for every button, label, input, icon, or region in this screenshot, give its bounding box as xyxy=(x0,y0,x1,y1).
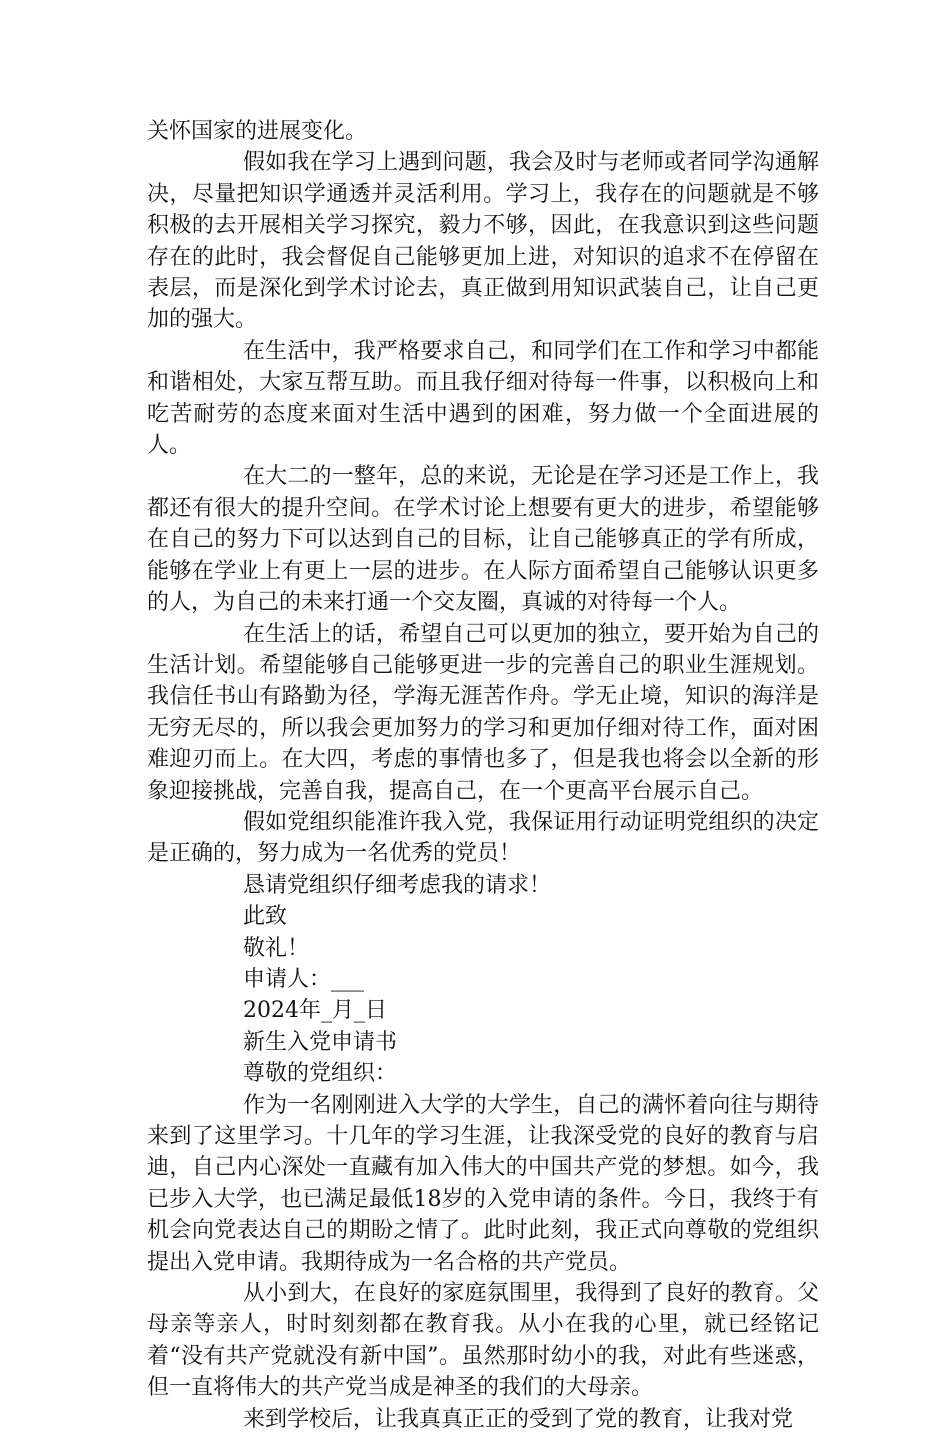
paragraph-sophomore-year: 在大二的一整年，总的来说，无论是在学习还是工作上，我都还有很大的提升空间。在学术讨论上想要有更大的进步，希望能够在自己的努力下可以达到自己的目标，让自己能够真正的学有所成，能够在学业上有更上一层的进步。在人际方面希望自己能够认识更多的人，为自己的未来打通一个交友圈，真诚的对待每一个人。 xyxy=(147,464,819,616)
applicant-line: 申请人：___ xyxy=(243,966,365,992)
paragraph-pledge: 假如党组织能准许我入党，我保证用行动证明党组织的决定是正确的，努力成为一名优秀的党员！ xyxy=(147,809,819,867)
closing-salutation-2: 敬礼！ xyxy=(243,935,310,961)
second-letter-paragraph-school: 来到学校后，让我真真正正的受到了党的教育，让我对党 xyxy=(243,1406,794,1432)
paragraph-study: 假如我在学习上遇到问题，我会及时与老师或者同学沟通解决，尽量把知识学通透并灵活利用。学习上，我存在的问题就是不够积极的去开展相关学习探究，毅力不够，因此，在我意识到这些问题存在的此时，我会督促自己能够更加上进，对知识的追求不在停留在表层，而是深化到学术讨论去，真正做到用知识武装自己，让自己更加的强大。 xyxy=(147,150,819,333)
second-letter-paragraph-intro: 作为一名刚刚进入大学的大学生，自己的满怀着向往与期待来到了这里学习。十几年的学习生涯，让我深受党的良好的教育与启迪，自己内心深处一直藏有加入伟大的中国共产党的梦想。如今，我已步入大学，也已满足最低18岁的入党申请的条件。今日，我终于有机会向党表达自己的期盼之情了。此时此刻，我正式向尊敬的党组织提出入党申请。我期待成为一名合格的共产党员。 xyxy=(147,1092,819,1275)
document-body xyxy=(147,116,819,1435)
second-letter-greeting: 尊敬的党组织： xyxy=(243,1061,398,1087)
paragraph-continuation: 关怀国家的进展变化。 xyxy=(147,119,368,144)
paragraph-independence: 在生活上的话，希望自己可以更加的独立，要开始为自己的生活计划。希望能够自己能够更进一步的完善自己的职业生涯规划。我信任书山有路勤为径，学海无涯苦作舟。学无止境，知识的海洋是无穷无尽的，所以我会更加努力的学习和更加仔细对待工作，面对困难迎刃而上。在大四，考虑的事情也多了，但是我也将会以全新的形象迎接挑战，完善自我，提高自己，在一个更高平台展示自己。 xyxy=(147,621,819,804)
second-letter-paragraph-family: 从小到大，在良好的家庭氛围里，我得到了良好的教育。父母亲等亲人，时时刻刻都在教育我。从小在我的心里，就已经铭记着“没有共产党就没有新中国”。虽然那时幼小的我，对此有些迷惑，但一直将伟大的共产党当成是神圣的我们的大母亲。 xyxy=(147,1281,819,1401)
second-letter-title: 新生入党申请书 xyxy=(243,1029,398,1055)
closing-salutation-1: 此致 xyxy=(243,904,288,930)
closing-request: 恳请党组织仔细考虑我的请求！ xyxy=(243,872,552,898)
paragraph-life: 在生活中，我严格要求自己，和同学们在工作和学习中都能和谐相处，大家互帮互助。而且我仔细对待每一件事，以积极向上和吃苦耐劳的态度来面对生活中遇到的困难，努力做一个全面进展的人。 xyxy=(147,338,819,459)
date-line: 2024年_月_日 xyxy=(243,998,387,1024)
